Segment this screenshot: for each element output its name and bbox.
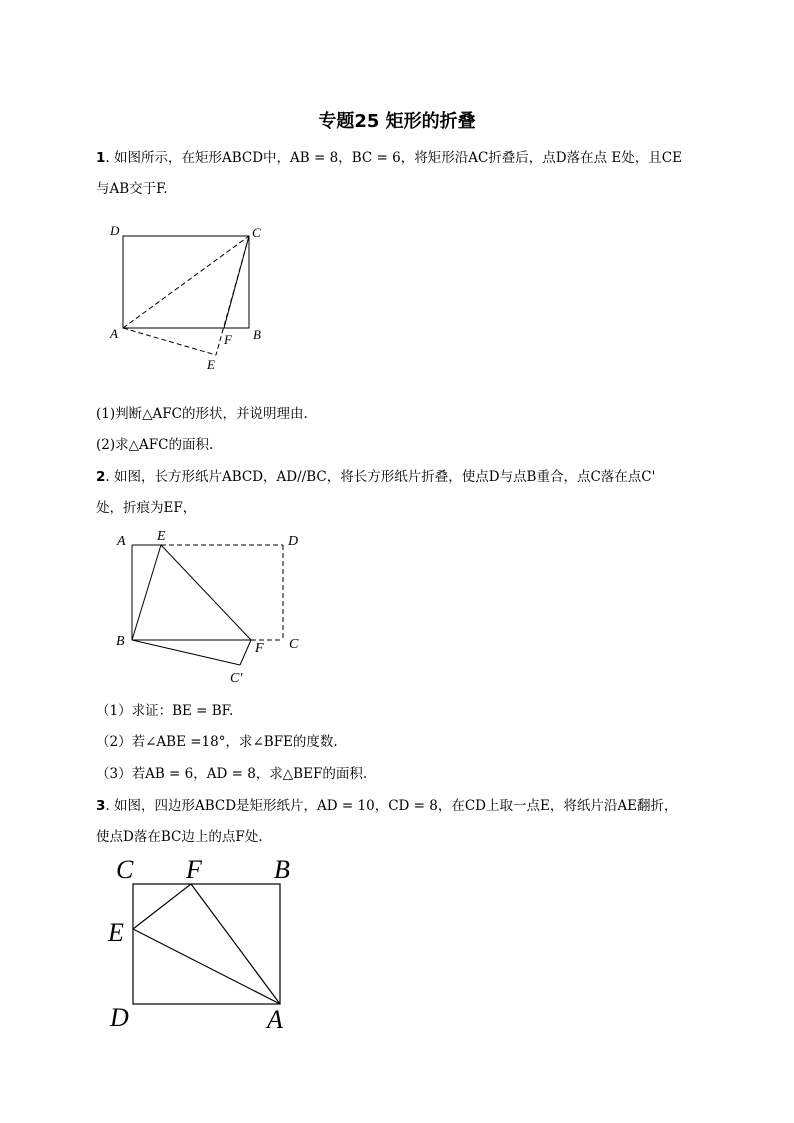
label-f: F [224, 332, 232, 347]
problem-3-number: 3 [96, 798, 106, 814]
label-b-3: B [274, 855, 290, 884]
segment-ea-3 [133, 929, 280, 1004]
label-b-2: B [116, 634, 125, 649]
problem-2-line-2: 处，折痕为EF， [96, 500, 197, 516]
problem-1-number: 1 [96, 150, 106, 166]
problem-1-text-1: . 如图所示，在矩形ABCD中，AB = 8，BC = 6，将矩形沿AC折叠后，点D落在点 E处，且CE [105, 150, 682, 166]
segment-ef-3 [133, 884, 191, 929]
problem-2-line-1 [96, 465, 655, 485]
page-title: 专题25 矩形的折叠 [318, 111, 476, 132]
label-e-2: E [157, 529, 166, 544]
label-c-prime: C' [230, 671, 243, 686]
diagonal-ac [123, 236, 249, 328]
problem-2-question-1: （1）求证：BE = BF. [96, 703, 234, 719]
segment-bc-prime [132, 640, 240, 665]
label-b: B [253, 327, 261, 342]
problem-3-line-1 [96, 794, 677, 814]
problem-2-number: 2 [96, 469, 106, 485]
segment-ef [161, 545, 251, 640]
label-a: A [110, 326, 118, 341]
label-a-2: A [117, 534, 126, 549]
segment-fa-3 [191, 884, 280, 1004]
rectangle-cbad [133, 884, 280, 1004]
label-c: C [252, 225, 261, 240]
problem-3-line-2: 使点D落在BC边上的点F处. [96, 829, 263, 845]
label-f-3: F [186, 855, 202, 884]
label-d-2: D [288, 534, 299, 549]
problem-1-question-1: (1)判断△AFC的形状，并说明理由. [96, 406, 308, 422]
problem-1-line-2: 与AB交于F. [96, 181, 168, 197]
label-e: E [207, 357, 215, 372]
problem-2-question-3: （3）若AB = 6，AD = 8，求△BEF的面积. [96, 766, 368, 782]
label-c-3: C [116, 855, 134, 884]
label-f-2: F [255, 641, 264, 656]
line-ae [123, 328, 216, 355]
label-d: D [110, 223, 120, 238]
segment-fc-prime [240, 640, 251, 665]
problem-2-question-2: （2）若∠ABE =18°，求∠BFE的度数. [96, 734, 338, 750]
line-cf [224, 236, 249, 328]
label-e-3: E [108, 918, 124, 947]
problem-3-text-1: . 如图，四边形ABCD是矩形纸片，AD = 10，CD = 8，在CD上取一点E，将纸片沿AE翻折， [105, 798, 678, 814]
problem-1-question-2: (2)求△AFC的面积. [96, 437, 214, 453]
label-d-3: D [110, 1003, 129, 1032]
segment-be [132, 545, 161, 640]
label-a-3: A [267, 1005, 283, 1034]
problem-2-text-1: . 如图，长方形纸片ABCD，AD//BC，将长方形纸片折叠，使点D与点B重合，点C落在点C' [105, 469, 656, 485]
label-c-2: C [289, 637, 299, 652]
